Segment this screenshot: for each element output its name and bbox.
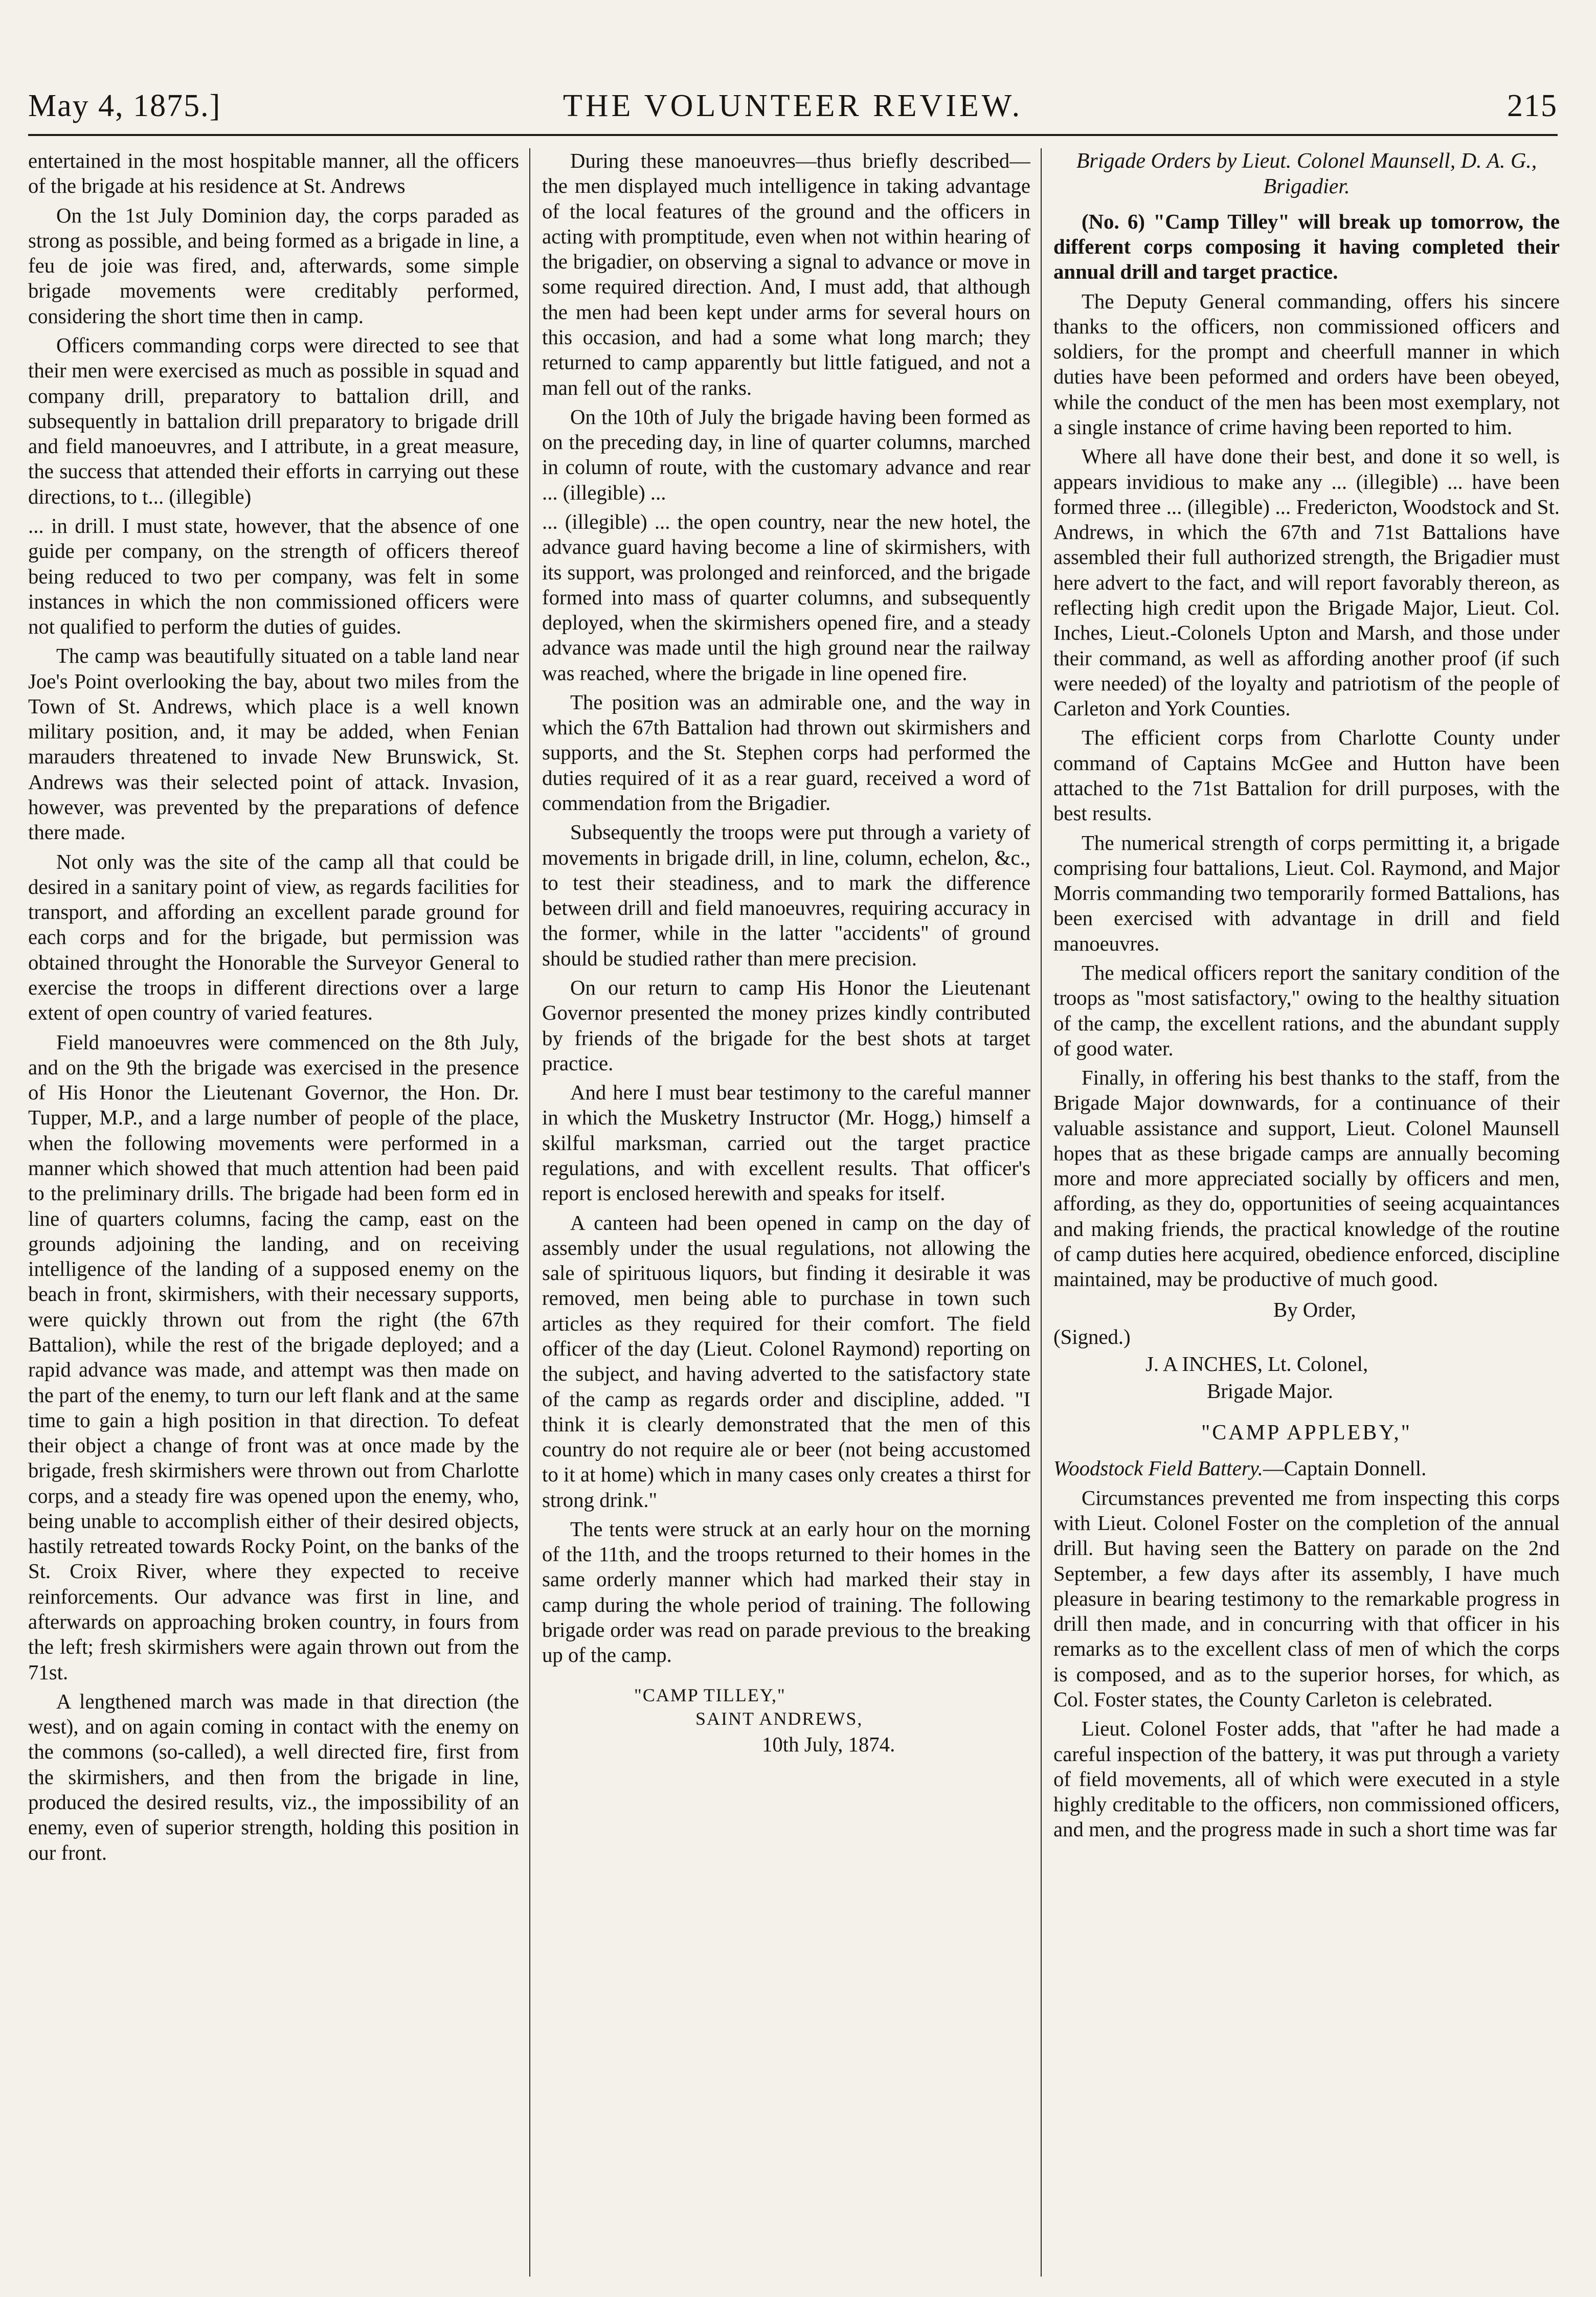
column-3 [1053,148,1560,2282]
signer-title: Brigade Major. [1207,1379,1333,1403]
issue-date: May 4, 1875.] [28,88,221,123]
paragraph: On the 10th of July the brigade having been formed as on the preceding day, in line of quarter columns, marched in column of route, with the customary advance and rear ... (illegible) ... [542,405,1030,504]
paragraph: Officers commanding corps were directed to see that their men were exercised as much as possible in squad and company drill, preparatory to battalion drill, and subsequently in battalion drill preparatory to brigade drill and field manoeuvres, and I attribute, in a great measure, the success that attended their efforts in carrying out these directions, to t... (illegible) [28,333,519,508]
order-signature [1053,1296,1560,1405]
camp-date: 10th July, 1874. [762,1733,895,1756]
publication-title: THE VOLUNTEER REVIEW. [563,88,1023,123]
paragraph: The Deputy General commanding, offers his sincere thanks to the officers, non commissioned officers and soldiers, for the prompt and cheerfull manner in which duties have been peformed and orders have been obeyed, while the conduct of the men has been most exemplary, not a single instance of crime having been reported to him. [1053,289,1560,439]
paragraph: During these manoeuvres—thus briefly described—the men displayed much intelligence in taking advantage of the local features of the ground and the officers in acting with promptitude, even when not within hearing of the brigadier, on observing a signal to advance or move in some required direction. And, I must add, that although the men had been kept under arms for several hours on this occasion, and had a some what long march; they returned to camp apparently but little fatigued, and not a man fell out of the ranks. [542,149,1030,399]
header-rule [28,134,1558,136]
paragraph: Not only was the site of the camp all that could be desired in a sanitary point of view, as regards facilities for transport, and affording an excellent parade ground for each corps and for the brigade, but permission was obtained throught the Honorable the Surveyor General to exercise the troops in different directions over a large extent of open country of varied features. [28,850,519,1025]
paragraph: Where all have done their best, and done it so well, is appears invidious to make any ... (illegible) ... have been formed three ... (illegible) ... Fredericton, Woodstock and St. Andrews, in which the 67th and 71st Battalions have assembled their full authorized strength, the Brigadier must here advert to the fact, and will report favorably thereon, as reflecting high credit upon the Brigade Major, Lieut. Col. Inches, Lieut.-Colonels Upton and Marsh, and those under their command, as well as affording another proof (if such were needed) of the loyalty and patriotism of the people of Carleton and York Counties. [1053,445,1560,720]
paragraph: ... (illegible) ... the open country, near the new hotel, the advance guard having become a line of skirmishers, with its support, was prolonged and reinforced, and the brigade formed into mass of quarter columns, and subsequently deployed, when the skirmishers opened fire, and a steady advance was made until the high ground near the railway was reached, where the brigade in line opened fire. [542,510,1030,685]
camp-place: SAINT ANDREWS, [695,1708,863,1729]
signed-label: (Signed.) [1053,1325,1131,1348]
paragraph: entertained in the most hospitable manner, all the officers of the brigade at his residence at St. Andrews [28,149,519,198]
column-divider [529,148,530,2277]
brigade-orders-heading: Brigade Orders by Lieut. Colonel Maunsell, D. A. G., Brigadier. [1076,149,1537,199]
camp-signature [542,1683,1030,1759]
paragraph: Circumstances prevented me from inspecting this corps with Lieut. Colonel Foster on the completion of the annual drill. But having seen the Battery on parade on the 2nd September, a few days after its assembly, I have much pleasure in bearing testimony to the remarkable progress in drill then made, and in concurring with that officer in his remarks as to the excellent class of men of which the corps is composed, and as to the superior horses, for which, as Col. Foster states, the County Carleton is celebrated. [1053,1486,1560,1711]
paragraph: On our return to camp His Honor the Lieutenant Governor presented the money prizes kindly contributed by friends of the brigade for the best shots at target practice. [542,976,1030,1075]
paragraph: Field manoeuvres were commenced on the 8th July, and on the 9th the brigade was exercised in the presence of His Honor the Lieutenant Governor, the Hon. Dr. Tupper, M.P., and a large number of people of the place, when the following movements were performed in a manner which showed that much attention had been paid to the preliminary drills. The brigade had been form ed in line of quarters columns, facing the camp, east on the grounds adjoining the landing, and on receiving intelligence of the landing of a supposed enemy on the beach in front, skirmishers, with their necessary supports, were quickly thrown out from the right (the 67th Battalion), while the rest of the brigade deployed; and a rapid advance was made, and attempt was then made on the part of the enemy, to turn our left flank and at the same time to gain a high position in that direction. To defeat their object a change of front was at once made by the brigade, fresh skirmishers were thrown out from Charlotte corps, and a steady fire was opened upon the enemy, who, being unable to accomplish either of their desired objects, hastily retreated towards Rocky Point, on the banks of the St. Croix River, where they expected to receive reinforcements. Our advance was first in line, and afterwards on approaching broken country, in fours from the left; fresh skirmishers were again thrown out from the 71st. [28,1030,519,1684]
paragraph: The camp was beautifully situated on a table land near Joe's Point overlooking the bay, about two miles from the Town of St. Andrews, which place is a well known military position, and, it may be added, when Fenian marauders threatened to invade New Brunswick, St. Andrews was their selected point of attack. Invasion, however, was prevented by the preparations of defence there made. [28,644,519,844]
paragraph: The efficient corps from Charlotte County under command of Captains McGee and Hutton have been attached to the 71st Battalion for drill purposes, with the best results. [1053,726,1560,825]
paragraph: (No. 6) "Camp Tilley" will break up tomorrow, the different corps composing it having completed their annual drill and target practice. [1053,210,1560,284]
page-header [28,77,1558,128]
signer-name: J. A INCHES, Lt. Colonel, [1145,1352,1368,1376]
section-subtitle [1053,1456,1560,1481]
paragraph: Lieut. Colonel Foster adds, that "after he had made a careful inspection of the battery, it was put through a variety of field movements, all of which were executed in a style highly creditable to the officers, non commissioned officers, and men, and the progress made in such a short time was far [1053,1717,1560,1841]
paragraph: The position was an admirable one, and the way in which the 67th Battalion had thrown out skirmishers and supports, and the St. Stephen corps had performed the duties required of it as a rear guard, received a word of commendation from the Brigadier. [542,690,1030,815]
column-2 [542,148,1030,2282]
paragraph: A canteen had been opened in camp on the day of assembly under the usual regulations, not allowing the sale of spirituous liquors, but finding it desirable it was removed, men being able to purchase in town such articles as they required for their comfort. The field officer of the day (Lieut. Colonel Raymond) reporting on the subject, and having adverted to the satisfactory state of the camp as regards order and discipline, added. "I think it is clearly demonstrated that the men of this country do not require ale or beer (not being accustomed to it at home) which in many cases only creates a thirst for strong drink." [542,1211,1030,1512]
paragraph: Subsequently the troops were put through a variety of movements in brigade drill, in line, column, echelon, &c., to test their steadiness, and to mark the difference between drill and field manoeuvres, requiring accuracy in the former, while in the latter "accidents" of ground should be studied rather than mere precision. [542,821,1030,970]
column-1 [28,148,519,2282]
paragraph: On the 1st July Dominion day, the corps paraded as strong as possible, and being formed as a brigade in line, a feu de joie was fired, and, afterwards, some simple brigade movements were creditably performed, considering the short time then in camp. [28,204,519,328]
paragraph: The medical officers report the sanitary condition of the troops as "most satisfactory," owing to the healthy situation of the camp, the excellent rations, and the abundant supply of good water. [1053,961,1560,1060]
paragraph: The numerical strength of corps permitting it, a brigade comprising four battalions, Lieut. Col. Raymond, and Major Morris commanding two temporarily formed Battalions, has been exercised with advantage in drill and field manoeuvres. [1053,831,1560,955]
paragraph: And here I must bear testimony to the careful manner in which the Musketry Instructor (Mr. Hogg,) himself a skilful marksman, carried out the target practice regulations, and with excellent results. That officer's report is enclosed herewith and speaks for itself. [542,1081,1030,1205]
page-number: 215 [1507,88,1558,123]
column-divider [1041,148,1042,2277]
paragraph: Finally, in offering his best thanks to the staff, from the Brigade Major downwards, for a continuance of their valuable assistance and support, Lieut. Colonel Maunsell hopes that as these brigade camps are annually becoming more and more appreciated socially by officers and men, affording, as they do, opportunities of seeing acquaintances and making friends, the practical knowledge of the routine of camp duties here acquired, obedience enforced, discipline maintained, may be productive of much good. [1053,1066,1560,1291]
paragraph: The tents were struck at an early hour on the morning of the 11th, and the troops returned to their homes in the same orderly manner which had marked their stay in camp during the whole period of training. The following brigade order was read on parade previous to the breaking up of the camp. [542,1517,1030,1667]
section-title: "CAMP APPLEBY," [1201,1421,1412,1445]
section-subtitle-rest: —Captain Donnell. [1263,1457,1427,1480]
paragraph: A lengthened march was made in that direction (the west), and on again coming in contact with the enemy on the commons (so-called), a well directed fire, first from the skirmishers, and then from the brigade in line, produced the desired results, viz., the impossibility of an enemy, even of superior strength, holding this position in our front. [28,1690,519,1864]
section-subtitle-italic: Woodstock Field Battery. [1053,1457,1263,1480]
by-order: By Order, [1273,1298,1356,1321]
paragraph: ... in drill. I must state, however, that the absence of one guide per company, on the strength of officers thereof being reduced to two per company, was felt in some instances in which the non commissioned officers were not qualified to perform the duties of guides. [28,514,519,639]
camp-name: "CAMP TILLEY," [634,1684,786,1705]
